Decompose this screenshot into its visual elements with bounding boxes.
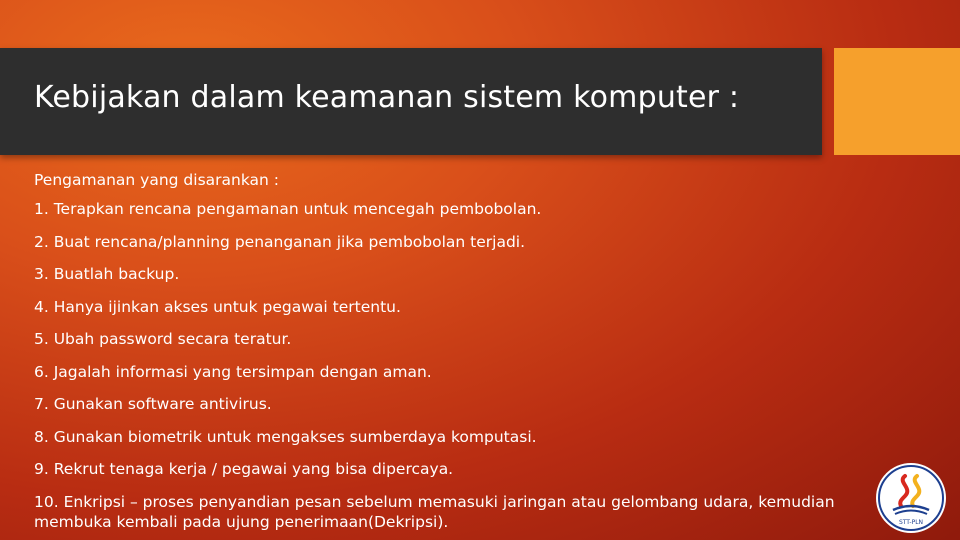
list-item: 7. Gunakan software antivirus.: [34, 395, 272, 413]
list-item: 6. Jagalah informasi yang tersimpan dengan aman.: [34, 362, 432, 381]
list-item: 4. Hanya ijinkan akses untuk pegawai tertentu.: [34, 297, 401, 316]
title-bar: [0, 48, 822, 155]
list-item: 9. Rekrut tenaga kerja / pegawai yang bisa dipercaya.: [34, 460, 454, 478]
slide-content: [34, 168, 874, 532]
recommendation-list: [34, 197, 874, 532]
slide-title: Kebijakan dalam keamanan sistem komputer :: [34, 80, 740, 115]
list-item: 10. Enkripsi – proses penyandian pesan sebelum memasuki jaringan atau gelombang udara, kemudian membuka kembali pada ujung penerimaan(Dekripsi).: [34, 492, 835, 531]
logo-text: STT-PLN: [898, 519, 924, 526]
list-item: 1. Terapkan rencana pengamanan untuk mencegah pembobolan.: [34, 200, 542, 218]
institution-logo-icon: [875, 462, 947, 534]
list-item: 5. Ubah password secara teratur.: [34, 330, 292, 348]
list-item: 2. Buat rencana/planning penanganan jika pembobolan terjadi.: [34, 232, 526, 251]
list-item: 8. Gunakan biometrik untuk mengakses sumberdaya komputasi.: [34, 427, 537, 446]
intro-text: Pengamanan yang disarankan :: [34, 171, 280, 189]
accent-block: [834, 48, 960, 155]
list-item: 3. Buatlah backup.: [34, 265, 180, 283]
